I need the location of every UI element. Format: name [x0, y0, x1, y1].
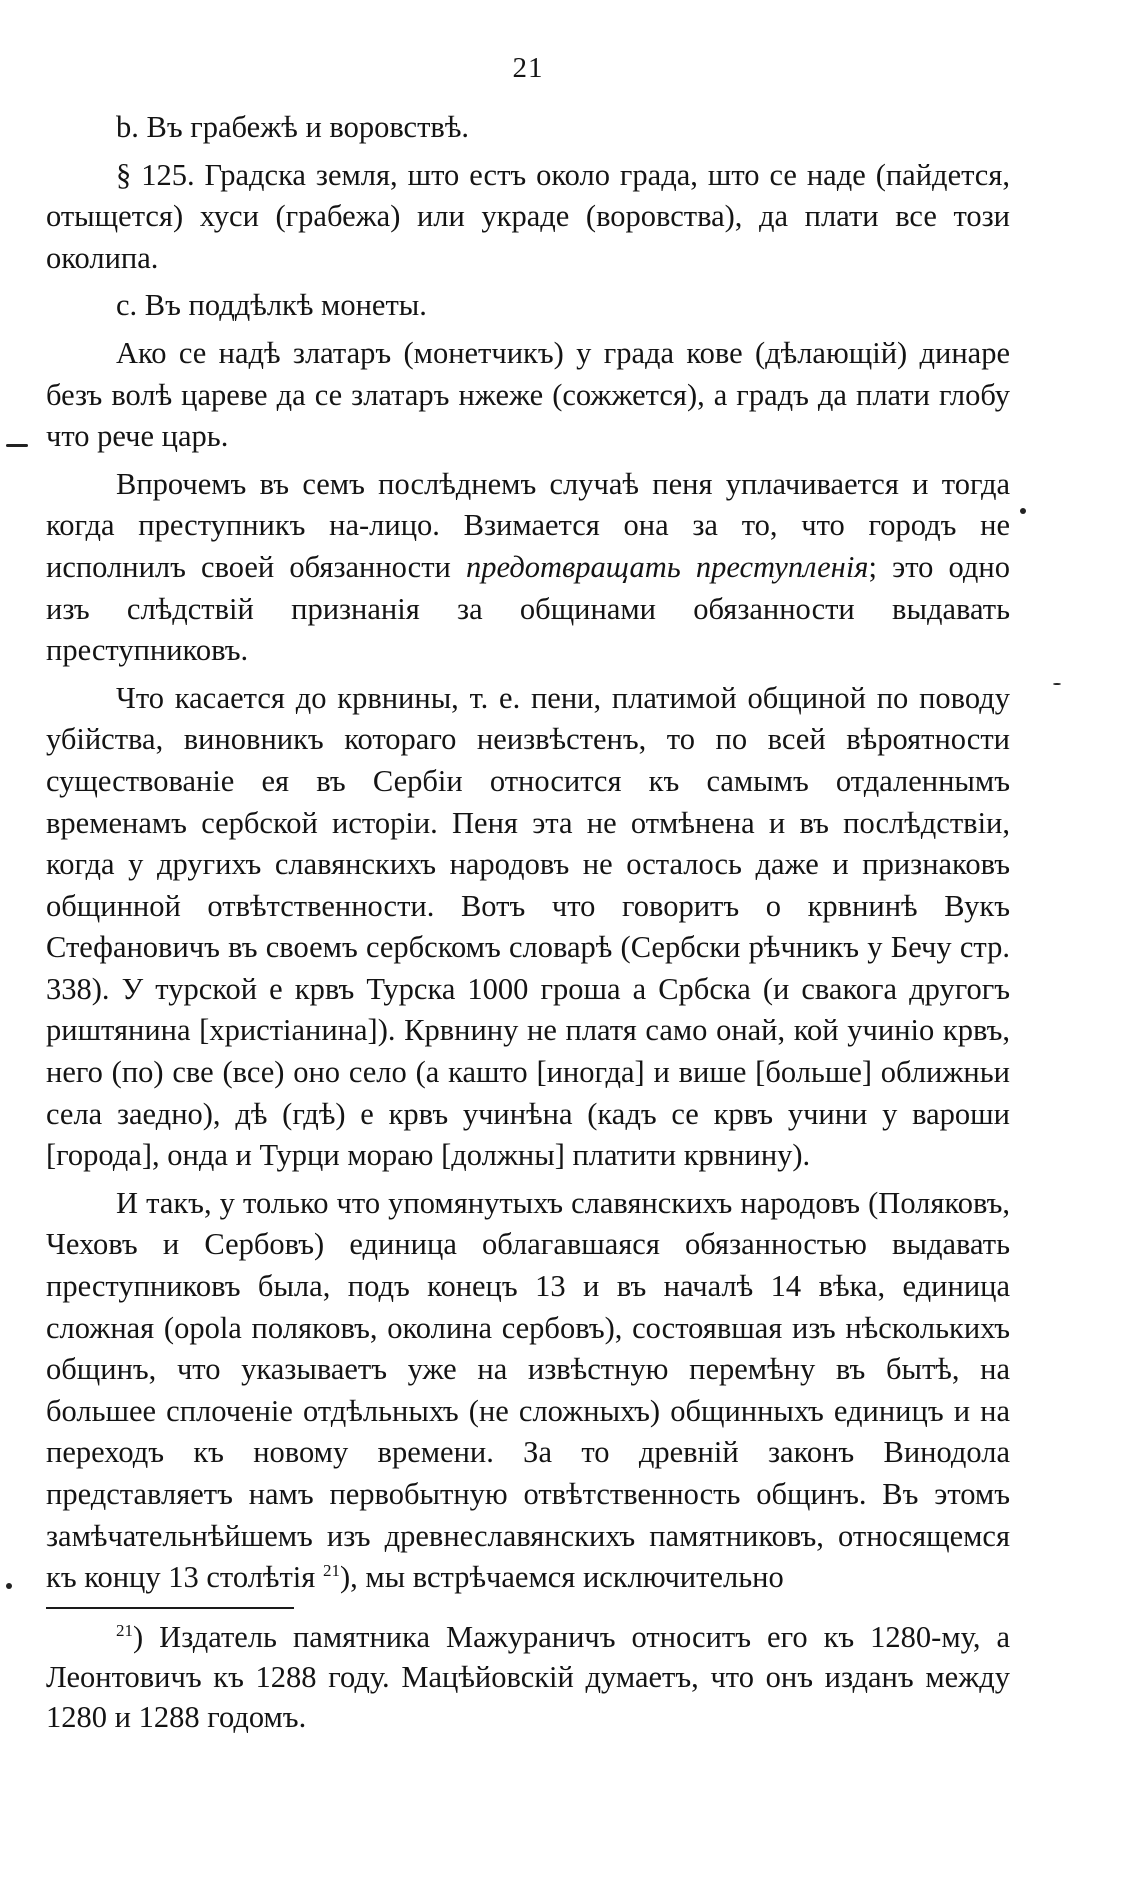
- paragraph-itak: [46, 1183, 1010, 1599]
- footnote-divider: [46, 1607, 294, 1609]
- section-heading-b: b. Въ грабежѣ и воровствѣ.: [116, 110, 470, 144]
- paragraph-vprochem-tail: ; это одно изъ слѣдствій признанія за общинами обязанности выдавать преступниковъ.: [46, 549, 1010, 668]
- paragraph-krvnina: Что касается до крвнины, т. е. пени, платимой общиной по поводу убійства, виновникъ котораго неизвѣстенъ, то по всей вѣроятности существованіе ея въ Сербіи относится къ самымъ отдаленнымъ временамъ сербской исторіи. Пеня эта не отмѣнена и въ послѣдствіи, когда у другихъ славянскихъ народовъ не осталось даже и признаковъ общинной отвѣтственности. Вотъ что говоритъ о крвнинѣ Вукъ Стефановичъ въ своемъ сербскомъ словарѣ (Сербски рѣчникъ у Бечу стр. 338). У турской е крвъ Турска 1000 гроша а Србска (и свакога другогъ риштянина [христіанина]). Крвнину не платя само онай, кой учиніо крвъ, него (по) све (все) оно село (а кашто [иногда] и више [больше] оближньи села заедно), дѣ (гдѣ) е крвъ учинѣна (кадъ се крвъ учини у вароши [города], онда и Турци мораю [должны] платити крвнину).: [46, 680, 1010, 1173]
- ink-speck: [6, 1583, 12, 1589]
- footnote: [46, 1617, 1010, 1737]
- footnote-number: 21: [116, 1620, 133, 1640]
- paragraph-125: § 125. Градска земля, што естъ около града, што се наде (пайдется, отыщется) хуси (грабежа) или украде (воровства), да плати все този околипа.: [46, 157, 1010, 275]
- paragraph-vprochem-text: Впрочемъ въ семъ послѣднемъ случаѣ пеня уплачивается и тогда когда преступникъ на-лицо. Взимается она за то, что городъ не исполнилъ своей обязанности: [46, 466, 1010, 584]
- ink-speck: [6, 444, 28, 447]
- book-page: [46, 52, 1010, 1737]
- italic-phrase: предотвращать преступленія: [466, 549, 869, 584]
- footnote-text: ) Издатель памятника Мажураничъ относитъ его къ 1280-му, а Леонтовичъ къ 1288 году. Мацѣйовскій думаетъ, что онъ изданъ между 1280 и 1288 годомъ.: [46, 1619, 1010, 1734]
- ink-speck: [1020, 508, 1026, 514]
- paragraph-itak-text: И такъ, у только что упомянутыхъ славянскихъ народовъ (Поляковъ, Чеховъ и Сербовъ) единица облагавшаяся обязанностью выдавать преступниковъ была, подъ конецъ 13 и въ началѣ 14 вѣка, единица сложная (opola поляковъ, околина сербовъ), состоявшая изъ нѣсколькихъ общинъ, что указываетъ уже на извѣстную перемѣну въ бытѣ, на большее сплоченіе отдѣльныхъ (не сложныхъ) общинныхъ единицъ и на переходъ къ новому времени. За то древній законъ Винодола представляетъ намъ первобытную отвѣтственность общинъ. Въ этомъ замѣчательнѣйшемъ изъ древнеславянскихъ памятниковъ, относящемся къ концу 13 столѣтія: [46, 1185, 1010, 1595]
- section-heading-c: c. Въ поддѣлкѣ монеты.: [116, 288, 427, 323]
- body-text: [46, 107, 1010, 1599]
- ink-speck: [1053, 683, 1061, 685]
- paragraph-zlatar: Ако се надѣ златаръ (монетчикъ) у града кове (дѣлающій) динаре безъ волѣ цареве да се златаръ нжеже (сожжется), а градъ да плати глобу что рече царь.: [46, 335, 1010, 454]
- footnote-reference: 21: [322, 1561, 340, 1581]
- paragraph-itak-tail: ), мы встрѣчаемся исключительно: [339, 1560, 784, 1595]
- paragraph-vprochem: [46, 464, 1010, 672]
- page-number: 21: [512, 52, 544, 84]
